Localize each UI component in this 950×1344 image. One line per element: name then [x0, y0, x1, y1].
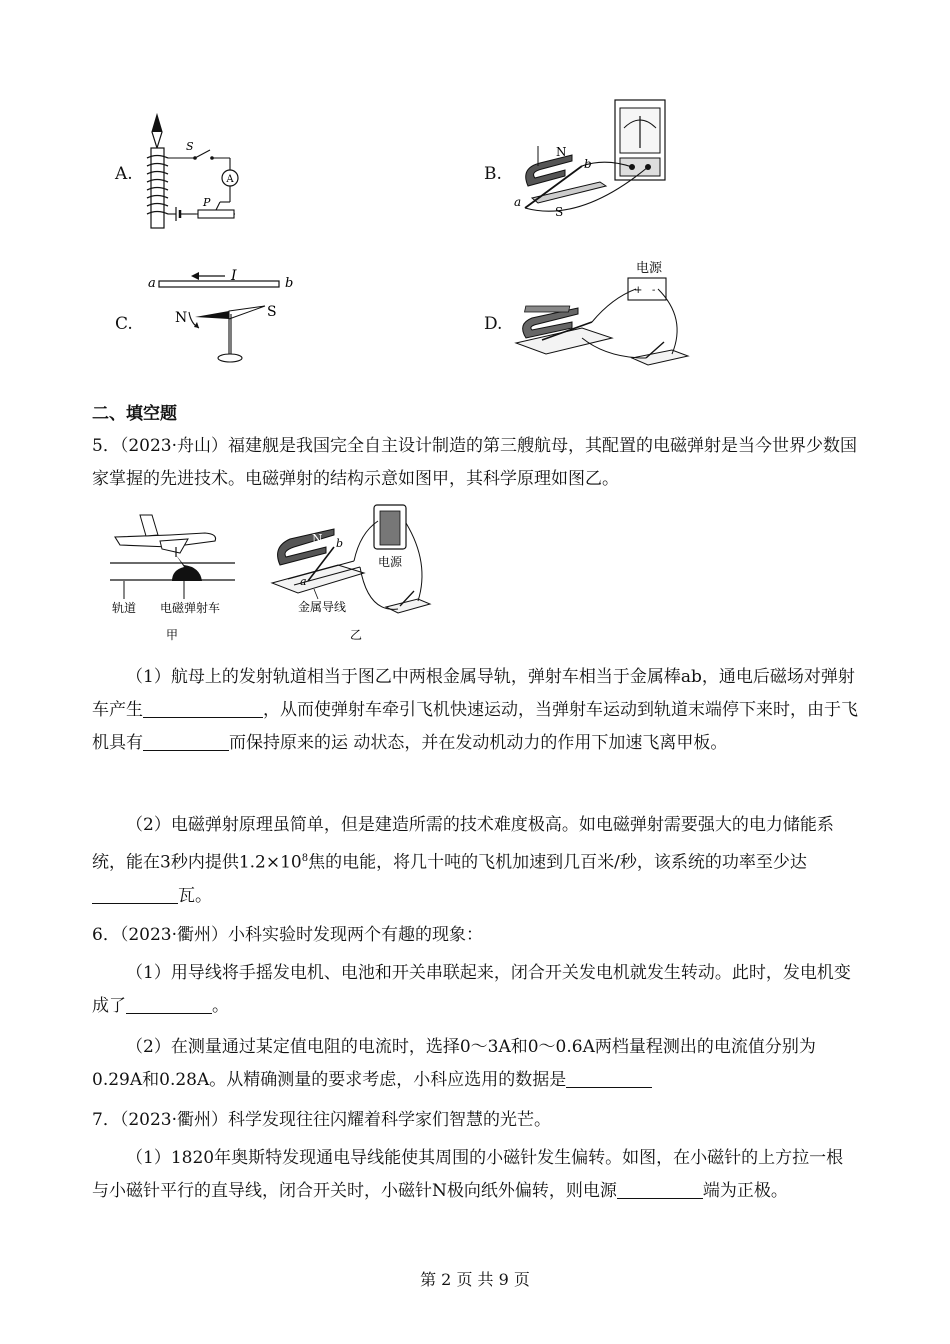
magnet-n-label: N — [556, 145, 567, 159]
svg-text:-: - — [652, 285, 656, 296]
q7-intro: 7．（2023·衢州）科学发现往往闪耀着科学家们智慧的光芒。 — [92, 1110, 551, 1130]
option-a-label: A. — [115, 164, 133, 184]
q5-blank-1[interactable] — [143, 699, 263, 718]
page-footer: 第 2 页 共 9 页 — [420, 1270, 530, 1289]
needle-s-label: S — [267, 304, 277, 320]
rod-end-b: b — [584, 157, 592, 171]
q6-intro: 6．（2023·衢州）小科实验时发现两个有趣的现象： — [92, 925, 483, 945]
svg-text:+: + — [634, 285, 643, 296]
q7-part1: （1）1820年奥斯特发现通电导线能使其周围的小磁针发生偏转。如图，在小磁针的上方拉一根与小磁针平行的直导线，闭合开关时，小磁针N极向纸外偏转，则电源 端为正极。 — [92, 1148, 844, 1201]
option-d-diagram — [512, 258, 692, 373]
figure-jia-caption: 甲 — [166, 628, 179, 642]
wire-end-b: b — [285, 276, 294, 291]
slider-label: P — [203, 196, 211, 209]
q5-part2: （2）电磁弹射原理虽简单，但是建造所需的技术难度极高。如电磁弹射需要强大的电力储能系统，能在3秒内提供$1.2\times 10^8$焦的电能，将几十吨的飞机加速到几百米/秒，该系统的功率至少达瓦。 — [92, 815, 834, 906]
option-d-label: D. — [484, 314, 503, 334]
q5-part1: （1）航母上的发射轨道相当于图乙中两根金属导轨，弹射车相当于金属棒ab，通电后磁场对弹射车产生 ，从而使弹射车牵引飞机快速运动，当弹射车运动到轨道末端停下来时，由于飞机具有 而保持原来的运 动状态，并在发动机动力的作用下加速飞离甲板。 — [92, 667, 858, 753]
q7-blank-1[interactable] — [617, 1180, 703, 1199]
q6-part2: （2）在测量通过某定值电阻的电流时，选择0～3A和0～0.6A两档量程测出的电流值分别为0.29A和0.28A。从精确测量的要求考虑，小科应选用的数据是 — [92, 1037, 816, 1090]
yi-end-b: b — [336, 537, 344, 550]
yi-end-a: a — [300, 575, 307, 588]
q6-part1: （1）用导线将手摇发电机、电池和开关串联起来，闭合开关发电机就发生转动。此时，发电机变成了 。 — [92, 963, 851, 1016]
cart-label: 电磁弹射车 — [160, 601, 221, 615]
power-label: 电源 — [378, 555, 403, 569]
power-source-label: 电源 — [636, 261, 663, 276]
magnet-s-label: S — [555, 205, 564, 219]
section-title: 二、填空题 — [92, 404, 177, 424]
yi-pole-n: N — [312, 532, 323, 546]
metal-wire-label: 金属导线 — [298, 600, 347, 614]
option-b-diagram — [510, 98, 670, 223]
switch-label: S — [186, 140, 194, 153]
option-c-label: C. — [115, 314, 133, 334]
option-b-label: B. — [484, 164, 502, 184]
q6-blank-1[interactable] — [126, 995, 212, 1014]
q5-blank-3[interactable] — [92, 885, 178, 904]
wire-end-a: a — [148, 276, 156, 291]
track-label: 轨道 — [112, 601, 137, 615]
figure-yi — [268, 503, 438, 645]
q5-intro: 5．（2023·舟山）福建舰是我国完全自主设计制造的第三艘航母，其配置的电磁弹射是当今世界少数国家掌握的先进技术。电磁弹射的结构示意如图甲，其科学原理如图乙。 — [92, 436, 857, 489]
figure-yi-caption: 乙 — [350, 628, 363, 642]
rod-end-a: a — [514, 195, 522, 209]
option-c-diagram — [145, 264, 305, 369]
q6-blank-2[interactable] — [566, 1069, 652, 1088]
figure-jia — [110, 505, 240, 645]
needle-n-label: N — [175, 310, 188, 326]
ammeter-symbol: A — [226, 174, 234, 185]
option-a-diagram — [140, 110, 250, 235]
q5-blank-2[interactable] — [143, 732, 229, 751]
current-label: I — [231, 268, 237, 284]
